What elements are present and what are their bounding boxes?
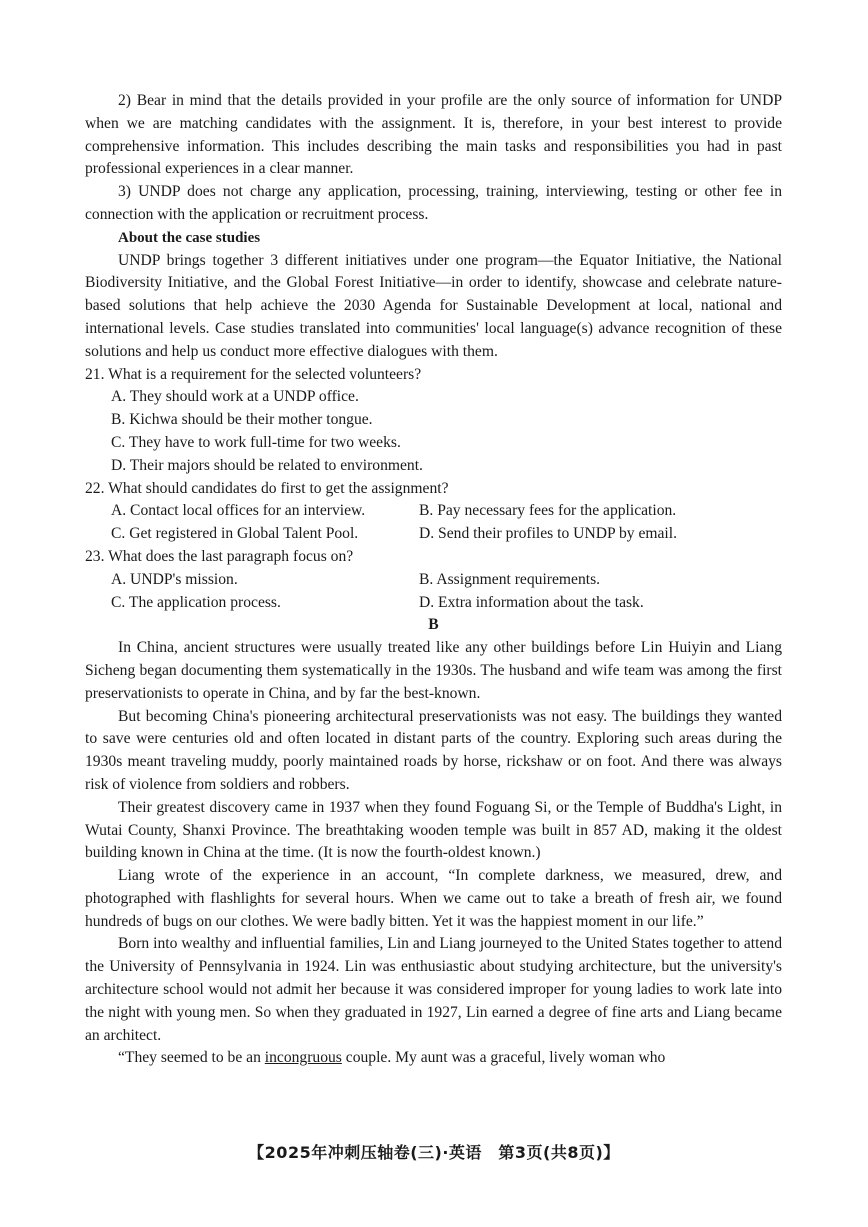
question-22-option-d: D. Send their profiles to UNDP by email. bbox=[419, 525, 677, 543]
intro-paragraph-3: 3) UNDP does not charge any application, processing, training, interviewing, testing or other fee in connection with the application or recruitment process. bbox=[85, 183, 782, 223]
question-22-row-1 bbox=[85, 500, 782, 523]
question-22-stem: 22. What should candidates do first to get the assignment? bbox=[85, 479, 449, 497]
passage-b-paragraph-2: But becoming China's pioneering architectural preservationists was not easy. The buildings they wanted to save were centuries old and often located in distant parts of the country. Exploring such areas during the 1930s meant traveling muddy, poorly maintained roads by horse, rickshaw or on foot. And there was always risk of violence from soldiers and robbers. bbox=[85, 707, 782, 793]
case-studies-heading: About the case studies bbox=[118, 229, 261, 246]
question-21-option-b: B. Kichwa should be their mother tongue. bbox=[111, 411, 373, 429]
passage-b-paragraph-3: Their greatest discovery came in 1937 when they found Foguang Si, or the Temple of Buddha's Light, in Wutai County, Shanxi Province. The breathtaking wooden temple was built in 857 AD, making it the oldest building known in China at the time. (It is now the fourth-oldest known.) bbox=[85, 798, 782, 862]
question-21-option-a: A. They should work at a UNDP office. bbox=[111, 388, 359, 406]
section-b-heading: B bbox=[428, 616, 439, 634]
case-studies-paragraph: UNDP brings together 3 different initiatives under one program—the Equator Initiative, the National Biodiversity Initiative, and the Global Forest Initiative—in order to identify, showcase and celebrate nature-based solutions that help achieve the 2030 Agenda for Sustainable Development at local, national and international levels. Case studies translated into communities' local language(s) advance recognition of these solutions and help us conduct more effective dialogues with them. bbox=[85, 251, 782, 360]
question-23-row-2 bbox=[85, 592, 782, 615]
page-content bbox=[85, 90, 782, 1070]
question-22-option-c: C. Get registered in Global Talent Pool. bbox=[111, 525, 359, 543]
passage-b-paragraph-5: Born into wealthy and influential families, Lin and Liang journeyed to the United States together to attend the University of Pennsylvania in 1924. Lin was enthusiastic about studying architecture, but the university's architecture school would not admit her because it was considered improper for young ladies to work late into the night with young men. So when they graduated in 1927, Lin earned a degree of fine arts and Liang became an architect. bbox=[85, 935, 782, 1044]
question-23-option-a: A. UNDP's mission. bbox=[111, 570, 238, 588]
question-23-option-c: C. The application process. bbox=[111, 593, 281, 611]
question-22 bbox=[85, 478, 782, 546]
question-21-stem: 21. What is a requirement for the selected volunteers? bbox=[85, 365, 422, 383]
question-21-option-c: C. They have to work full-time for two weeks. bbox=[111, 433, 401, 451]
question-22-option-a: A. Contact local offices for an interview. bbox=[111, 502, 366, 520]
intro-paragraph-2: 2) Bear in mind that the details provided in your profile are the only source of information for UNDP when we are matching candidates with the assignment. It is, therefore, in your best interest to provide comprehensive information. This includes describing the main tasks and responsibilities you had in past professional experiences in a clear manner. bbox=[85, 92, 782, 178]
page-footer: 【2025年冲刺压轴卷(三)·英语 第3页(共8页)】 bbox=[248, 1143, 620, 1162]
question-23-stem: 23. What does the last paragraph focus on? bbox=[85, 547, 354, 565]
question-23-row-1 bbox=[85, 569, 782, 592]
last-para-before: “They seemed to be an bbox=[118, 1049, 265, 1067]
question-21-option-d: D. Their majors should be related to environment. bbox=[111, 456, 423, 474]
last-para-after: couple. My aunt was a graceful, lively woman who bbox=[341, 1049, 666, 1067]
question-22-option-b: B. Pay necessary fees for the application. bbox=[419, 502, 677, 520]
question-21 bbox=[85, 364, 782, 478]
passage-b-paragraph-6 bbox=[85, 1047, 782, 1070]
passage-b-paragraph-4: Liang wrote of the experience in an account, “In complete darkness, we measured, drew, and photographed with flashlights for several hours. When we came out to take a breath of fresh air, we found hundreds of bugs on our clothes. We were badly bitten. Yet it was the happiest moment in our life.” bbox=[85, 867, 782, 930]
question-23 bbox=[85, 546, 782, 614]
question-23-option-d: D. Extra information about the task. bbox=[419, 593, 644, 611]
passage-b-paragraph-1: In China, ancient structures were usually treated like any other buildings before Lin Huiyin and Liang Sicheng began documenting them systematically in the 1930s. The husband and wife team was among the first preservationists to operate in China, and by far the best-known. bbox=[85, 639, 782, 702]
question-22-row-2 bbox=[85, 523, 782, 546]
question-23-option-b: B. Assignment requirements. bbox=[419, 570, 601, 588]
underlined-word-incongruous: incongruous bbox=[264, 1049, 342, 1067]
